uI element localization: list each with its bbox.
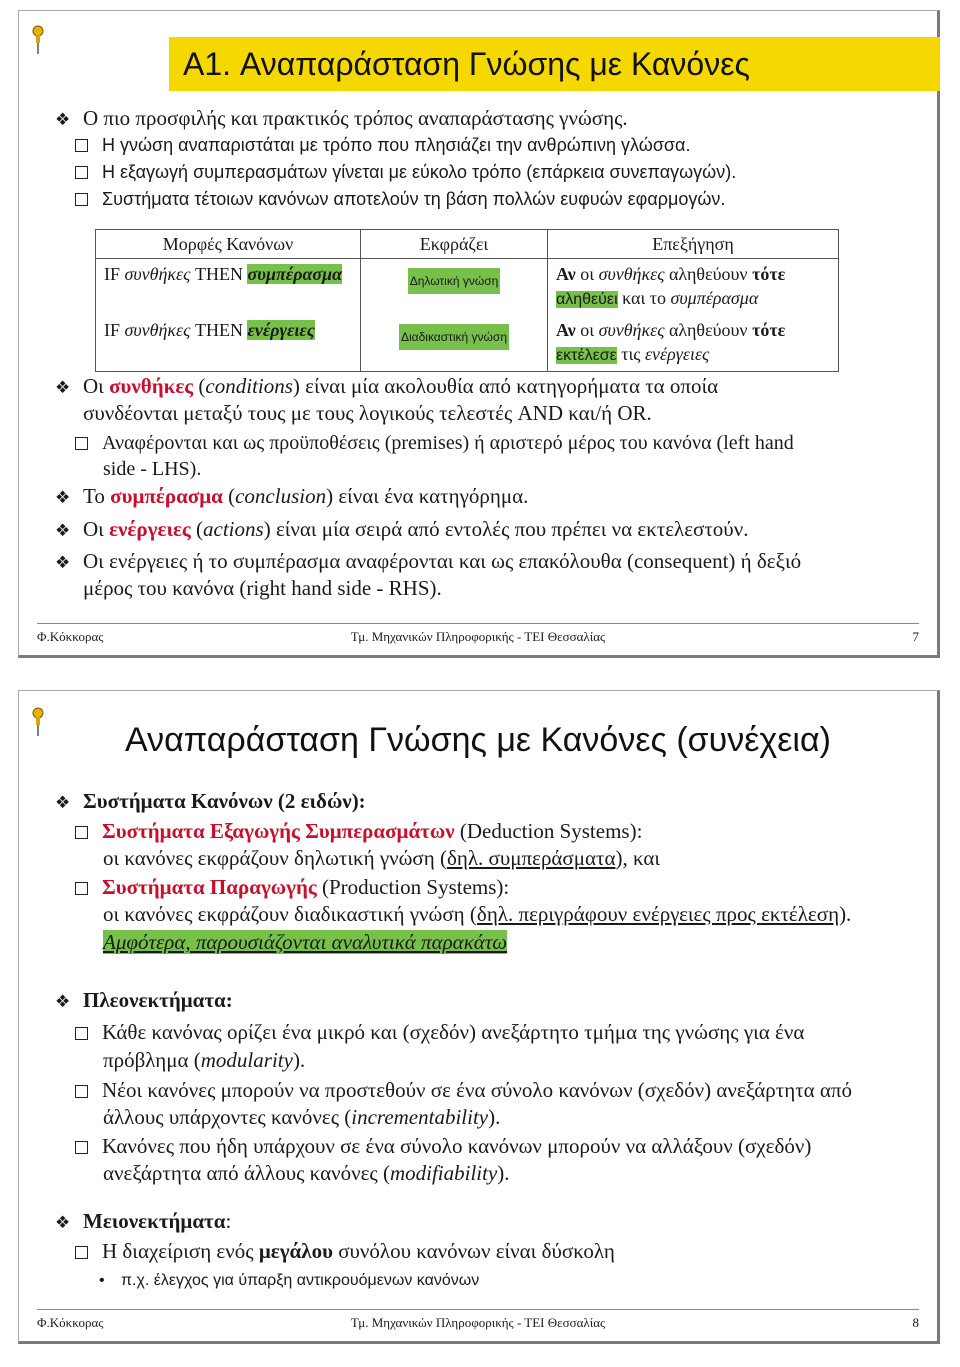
diamond-bullet-icon: ❖	[55, 488, 71, 507]
sub-bullet-incrementability: Νέοι κανόνες μπορούν να προστεθούν σε ένα σύνολο κανόνων (σχεδόν) ανεξάρτητα από	[75, 1077, 852, 1103]
checkbox-bullet-icon	[75, 166, 88, 179]
rule-form-cell: IF συνθήκες THEN ενέργειες	[96, 315, 361, 372]
explanation-cell: Αν οι συνθήκες αληθεύουν τότε εκτέλεσε τις ενέργειες	[548, 315, 839, 372]
bullet-actions: ❖ Οι ενέργειες (actions) είναι μία σειρά από εντολές που πρέπει να εκτελεστούν.	[55, 516, 748, 544]
explanation-cell: Αν οι συνθήκες αληθεύουν τότε αληθεύει και το συμπέρασμα	[548, 259, 839, 316]
sub-bullet-modifiability-cont: ανεξάρτητα από άλλους κανόνες (modifiability).	[103, 1161, 510, 1185]
slide-8	[18, 690, 940, 1344]
sub-bullet-modifiability: Κανόνες που ήδη υπάρχουν σε ένα σύνολο κανόνων μπορούν να αλλάξουν (σχεδόν)	[75, 1133, 811, 1159]
note-both-detailed: Αμφότερα, παρουσιάζονται αναλυτικά παρακάτω	[103, 930, 508, 954]
sub-bullet-incrementability-cont: άλλους υπάρχοντες κανόνες (incrementability).	[103, 1105, 501, 1129]
bullet-consequent: ❖ Οι ενέργειες ή το συμπέρασμα αναφέρονται και ως επακόλουθα (consequent) ή δεξιό	[55, 548, 801, 576]
table-row	[96, 315, 839, 372]
expresses-cell: Διαδικαστική γνώση	[361, 315, 548, 372]
sub-bullet-modularity-cont: πρόβλημα (modularity).	[103, 1048, 306, 1072]
table-row	[96, 259, 839, 316]
bullet-rule-systems: ❖ Συστήματα Κανόνων (2 ειδών):	[55, 788, 366, 816]
checkbox-bullet-icon	[75, 826, 88, 839]
sub-bullet-premises-cont: side - LHS).	[103, 458, 202, 480]
sub-bullet-premises: Αναφέρονται και ως προϋποθέσεις (premises) ή αριστερό μέρος του κανόνα (left hand	[75, 430, 794, 456]
bullet-conclusion: ❖ Το συμπέρασμα (conclusion) είναι ένα κατηγόρημα.	[55, 483, 528, 511]
slide-7	[18, 10, 940, 658]
sub-bullet-production-cont: οι κανόνες εκφράζουν διαδικαστική γνώση (δηλ. περιγράφουν ενέργειες προς εκτέλεση).	[103, 902, 852, 926]
list-item-conflicts: • π.χ. έλεγχος για ύπαρξη αντικρουόμενων κανόνων	[99, 1268, 479, 1294]
checkbox-bullet-icon	[75, 139, 88, 152]
checkbox-bullet-icon	[75, 437, 88, 450]
pushpin-icon	[31, 25, 45, 55]
diamond-bullet-icon: ❖	[55, 110, 71, 129]
bullet-consequent-cont: μέρος του κανόνα (right hand side - RHS).	[83, 576, 442, 600]
bullet-disadvantages: ❖ Μειονεκτήματα:	[55, 1208, 231, 1236]
footer-author: Φ.Κόκκορας	[37, 629, 104, 644]
checkbox-bullet-icon	[75, 1141, 88, 1154]
footer-department: Τμ. Μηχανικών Πληροφορικής - ΤΕΙ Θεσσαλίας	[350, 1315, 606, 1330]
header-cell: Εκφράζει	[361, 230, 548, 259]
diamond-bullet-icon: ❖	[55, 793, 71, 812]
footer-department: Τμ. Μηχανικών Πληροφορικής - ΤΕΙ Θεσσαλίας	[350, 629, 606, 644]
diamond-bullet-icon: ❖	[55, 992, 71, 1011]
checkbox-bullet-icon	[75, 1246, 88, 1259]
expresses-cell: Δηλωτική γνώση	[361, 259, 548, 316]
bullet-conditions-cont: συνδέονται μεταξύ τους με τους λογικούς τελεστές AND και/ή OR.	[83, 401, 652, 425]
sub-bullet-large-rulesets: Η διαχείριση ενός μεγάλου συνόλου κανόνων είναι δύσκολη	[75, 1238, 615, 1264]
bullet-conditions: ❖ Οι συνθήκες (conditions) είναι μία ακολουθία από κατηγορήματα τα οποία	[55, 373, 718, 401]
slide-title: A1. Αναπαράσταση Γνώσης με Κανόνες	[169, 37, 940, 91]
checkbox-bullet-icon	[75, 193, 88, 206]
sub-bullet-modularity: Κάθε κανόνας ορίζει ένα μικρό και (σχεδόν) ανεξάρτητο τμήμα της γνώσης για ένα	[75, 1019, 804, 1045]
footer-divider	[37, 1309, 919, 1310]
header-cell: Μορφές Κανόνων	[96, 230, 361, 259]
sub-bullet-deduction: Συστήματα Εξαγωγής Συμπερασμάτων (Deduction Systems):	[75, 818, 642, 844]
table-header-row	[96, 230, 839, 259]
sub-bullet: Συστήματα τέτοιων κανόνων αποτελούν τη βάση πολλών ευφυών εφαρμογών.	[75, 186, 725, 212]
slide-title: Αναπαράσταση Γνώσης με Κανόνες (συνέχεια)	[125, 721, 831, 759]
footer-page-number: 8	[912, 1315, 919, 1330]
sub-bullet-deduction-cont: οι κανόνες εκφράζουν δηλωτική γνώση (δηλ. συμπεράσματα), και	[103, 846, 660, 870]
checkbox-bullet-icon	[75, 882, 88, 895]
rule-form-cell: IF συνθήκες THEN συμπέρασμα	[96, 259, 361, 316]
diamond-bullet-icon: ❖	[55, 1213, 71, 1232]
footer-author: Φ.Κόκκορας	[37, 1315, 104, 1330]
rule-forms-table	[95, 229, 839, 372]
diamond-bullet-icon: ❖	[55, 378, 71, 397]
bullet-intro: ❖ Ο πιο προσφιλής και πρακτικός τρόπος αναπαράστασης γνώσης.	[55, 105, 628, 133]
bullet-advantages: ❖ Πλεονεκτήματα:	[55, 987, 233, 1015]
sub-bullet: Η γνώση αναπαριστάται με τρόπο που πλησιάζει την ανθρώπινη γλώσσα.	[75, 132, 690, 158]
footer-page-number: 7	[912, 629, 919, 644]
checkbox-bullet-icon	[75, 1027, 88, 1040]
sub-bullet: Η εξαγωγή συμπερασμάτων γίνεται με εύκολο τρόπο (επάρκεια συνεπαγωγών).	[75, 159, 736, 185]
round-bullet-icon: •	[99, 1272, 105, 1289]
footer-divider	[37, 623, 919, 624]
diamond-bullet-icon: ❖	[55, 553, 71, 572]
checkbox-bullet-icon	[75, 1085, 88, 1098]
diamond-bullet-icon: ❖	[55, 521, 71, 540]
header-cell: Επεξήγηση	[548, 230, 839, 259]
sub-bullet-production: Συστήματα Παραγωγής (Production Systems):	[75, 874, 509, 900]
